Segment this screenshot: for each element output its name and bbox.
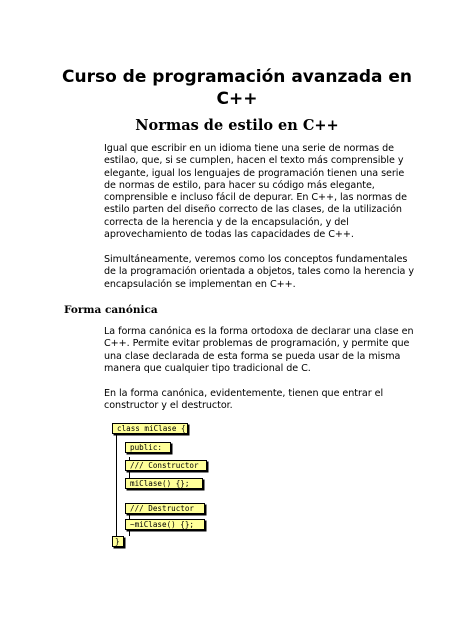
subheading-forma-canonica: Forma canónica xyxy=(64,304,158,316)
second-line: de la programación orientada a objetos, tales como la herencia y xyxy=(104,266,415,278)
code-line-destructor: ~miClase() {}; xyxy=(125,519,205,530)
title-line-2: C++ xyxy=(216,89,258,109)
code-line-destructor-comment: /// Destructor xyxy=(125,503,205,514)
constructor-line: constructor y el destructor. xyxy=(104,400,233,412)
intro-line: elegante, igual los lenguajes de programación tienen una serie xyxy=(104,167,405,179)
intro-line: estilo parten del diseño correcto de las clases, de la utilización xyxy=(104,204,402,216)
second-line: encapsulación se implementan en C++. xyxy=(104,278,296,290)
code-line-constructor-comment: /// Constructor xyxy=(125,460,207,471)
second-line: Simultáneamente, veremos como los conceptos fundamentales xyxy=(104,254,408,265)
code-diagram xyxy=(112,423,232,553)
canonical-line: C++. Permite evitar problemas de programación, y permite que xyxy=(104,338,410,350)
code-line-close: } xyxy=(112,536,124,547)
constructor-line: En la forma canónica, evidentemente, tienen que entrar el xyxy=(104,388,384,399)
canonical-paragraph xyxy=(104,326,414,375)
code-line-class: class miClase { xyxy=(112,423,188,434)
intro-line: estilao, que, si se cumplen, hacen el texto más comprensible y xyxy=(104,155,404,167)
document-title xyxy=(40,66,434,110)
code-bracket-class xyxy=(116,434,117,542)
constructor-paragraph xyxy=(104,388,414,413)
section-title: Normas de estilo en C++ xyxy=(135,117,339,134)
second-paragraph xyxy=(104,254,414,291)
intro-paragraph xyxy=(104,143,414,241)
intro-line: aprovechamiento de todas las capacidades de C++. xyxy=(104,229,354,241)
intro-line: comprensible e incluso fácil de depurar. En C++, las normas de xyxy=(104,192,407,204)
code-line-public: public: xyxy=(125,442,171,453)
canonical-line: La forma canónica es la forma ortodoxa de declarar una clase en xyxy=(104,326,414,337)
canonical-line: manera que cualquier tipo tradicional de C. xyxy=(104,362,311,374)
intro-line: de normas de estilo, para hacer su código más elegante, xyxy=(104,179,375,191)
intro-line: correcta de la herencia y de la encapsulación, y del xyxy=(104,216,349,228)
code-line-constructor: miClase() {}; xyxy=(125,478,203,489)
title-line-1: Curso de programación avanzada en xyxy=(61,67,413,87)
intro-line: Igual que escribir en un idioma tiene una serie de normas de xyxy=(104,143,395,154)
canonical-line: una clase declarada de esta forma se pueda usar de la misma xyxy=(104,350,401,362)
